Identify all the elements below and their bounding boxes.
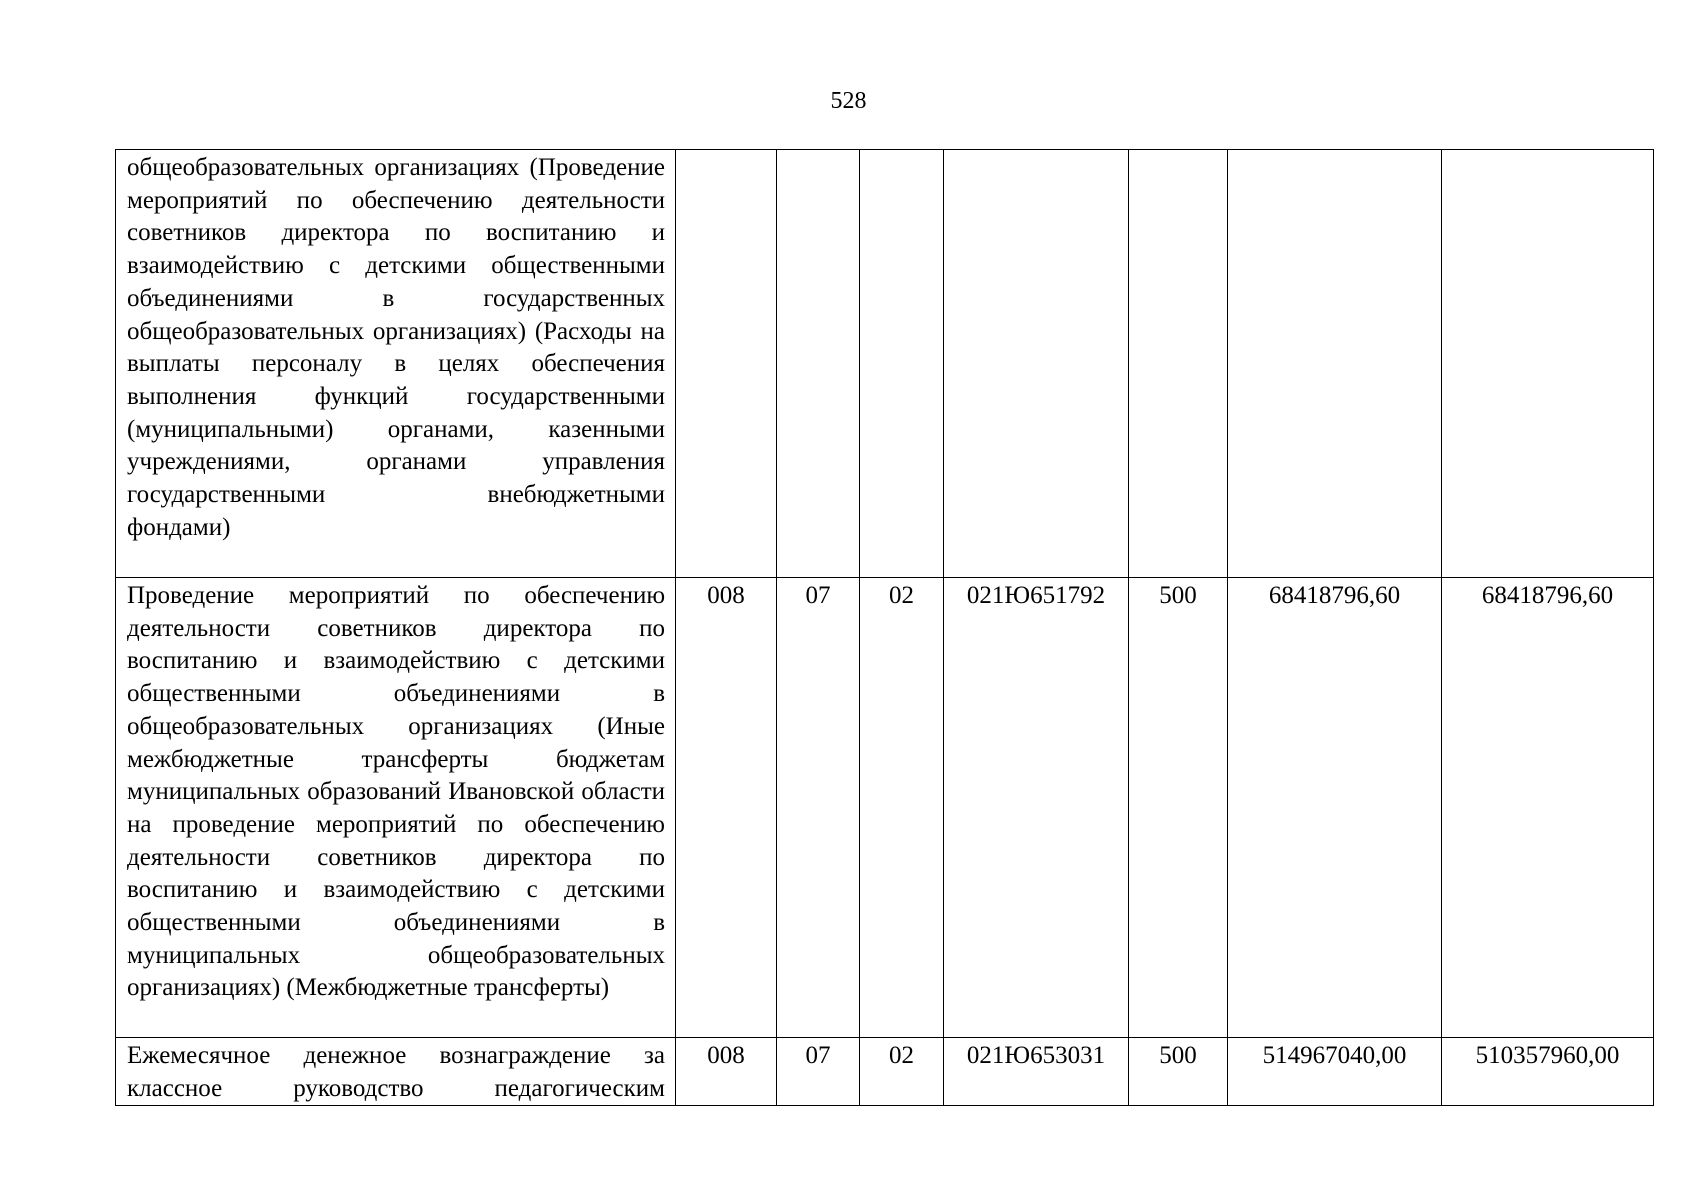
amount-first-year: 514967040,00: [1228, 1038, 1442, 1106]
expense-type-code: 500: [1129, 1038, 1228, 1106]
table-row: [116, 150, 1654, 578]
budget-table: [115, 149, 1654, 1106]
expense-type-code: [1129, 150, 1228, 578]
row-description: Проведение мероприятий по обеспечению деятельности советников директора по воспитанию и взаимодействию с детскими общественными объединениями в общеобразовательных организациях (Иные межбюджетные трансферты бюджетам муниципальных образований Ивановской области на проведение мероприятий по обеспечению деятельности советников директора по воспитанию и взаимодействию с детскими общественными объединениями в муниципальных общеобразовательных организациях) (Межбюджетные трансферты): [116, 578, 676, 1038]
department-code: [676, 150, 777, 578]
section-code: 07: [777, 578, 860, 1038]
table-row: [116, 578, 1654, 1038]
amount-first-year: 68418796,60: [1228, 578, 1442, 1038]
amount-second-year: 510357960,00: [1442, 1038, 1654, 1106]
page-number: 528: [830, 88, 867, 114]
amount-second-year: [1442, 150, 1654, 578]
department-code: 008: [676, 1038, 777, 1106]
subsection-code: [860, 150, 944, 578]
subsection-code: 02: [860, 578, 944, 1038]
row-description: общеобразовательных организациях (Проведение мероприятий по обеспечению деятельности советников директора по воспитанию и взаимодействию с детскими общественными объединениями в государственных общеобразовательных организациях) (Расходы на выплаты персоналу в целях обеспечения выполнения функций государственными (муниципальными) органами, казенными учреждениями, органами управления государственными внебюджетными фондами): [116, 150, 676, 578]
amount-second-year: 68418796,60: [1442, 578, 1654, 1038]
expense-type-code: 500: [1129, 578, 1228, 1038]
row-description: Ежемесячное денежное вознаграждение за классное руководство педагогическим: [116, 1038, 676, 1106]
table-row: [116, 1038, 1654, 1106]
department-code: 008: [676, 578, 777, 1038]
amount-first-year: [1228, 150, 1442, 578]
target-article-code: 021Ю653031: [944, 1038, 1129, 1106]
target-article-code: [944, 150, 1129, 578]
section-code: [777, 150, 860, 578]
subsection-code: 02: [860, 1038, 944, 1106]
target-article-code: 021Ю651792: [944, 578, 1129, 1038]
section-code: 07: [777, 1038, 860, 1106]
